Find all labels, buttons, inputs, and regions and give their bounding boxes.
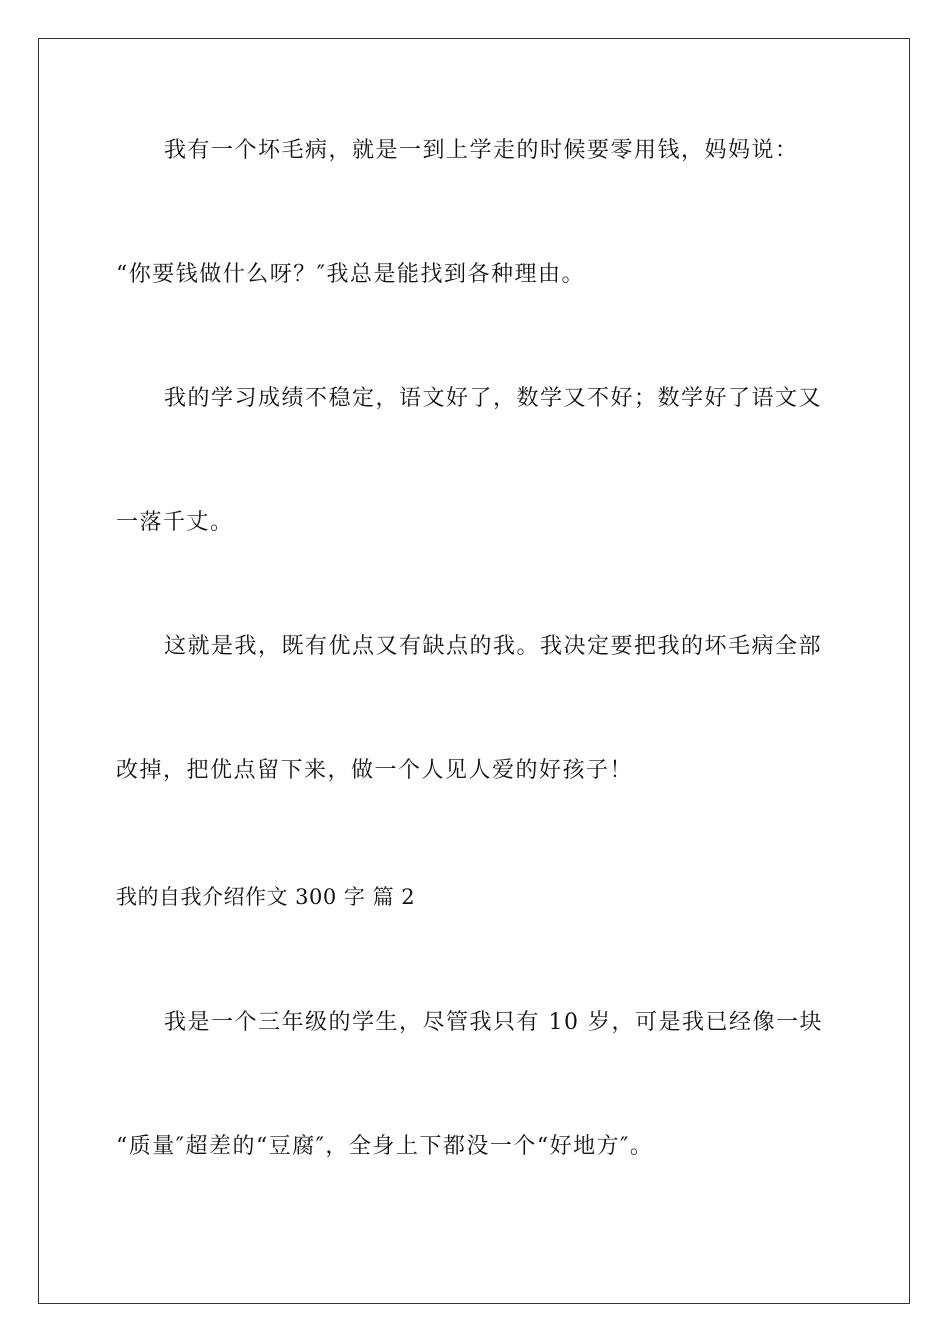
paragraph-2-line-1: 我的学习成绩不稳定，语文好了，数学又不好；数学好了语文又 xyxy=(164,386,823,411)
paragraph-1-line-1: 我有一个坏毛病，就是一到上学走的时候要零用钱，妈妈说： xyxy=(164,138,799,163)
paragraph-4-line-2: “质量″超差的“豆腐″，全身上下都没一个“好地方″。 xyxy=(116,1134,654,1159)
paragraph-2-line-2: 一落千丈。 xyxy=(116,510,234,535)
paragraph-3-line-1: 这就是我，既有优点又有缺点的我。我决定要把我的坏毛病全部 xyxy=(164,634,823,659)
page-frame xyxy=(38,38,910,1304)
section-heading: 我的自我介绍作文 300 字 篇 2 xyxy=(116,885,416,909)
paragraph-4-line-1: 我是一个三年级的学生，尽管我只有 10 岁，可是我已经像一块 xyxy=(164,1010,823,1035)
paragraph-3-line-2: 改掉，把优点留下来，做一个人见人爱的好孩子！ xyxy=(116,758,634,783)
paragraph-1-line-2: “你要钱做什么呀？″我总是能找到各种理由。 xyxy=(116,262,585,287)
